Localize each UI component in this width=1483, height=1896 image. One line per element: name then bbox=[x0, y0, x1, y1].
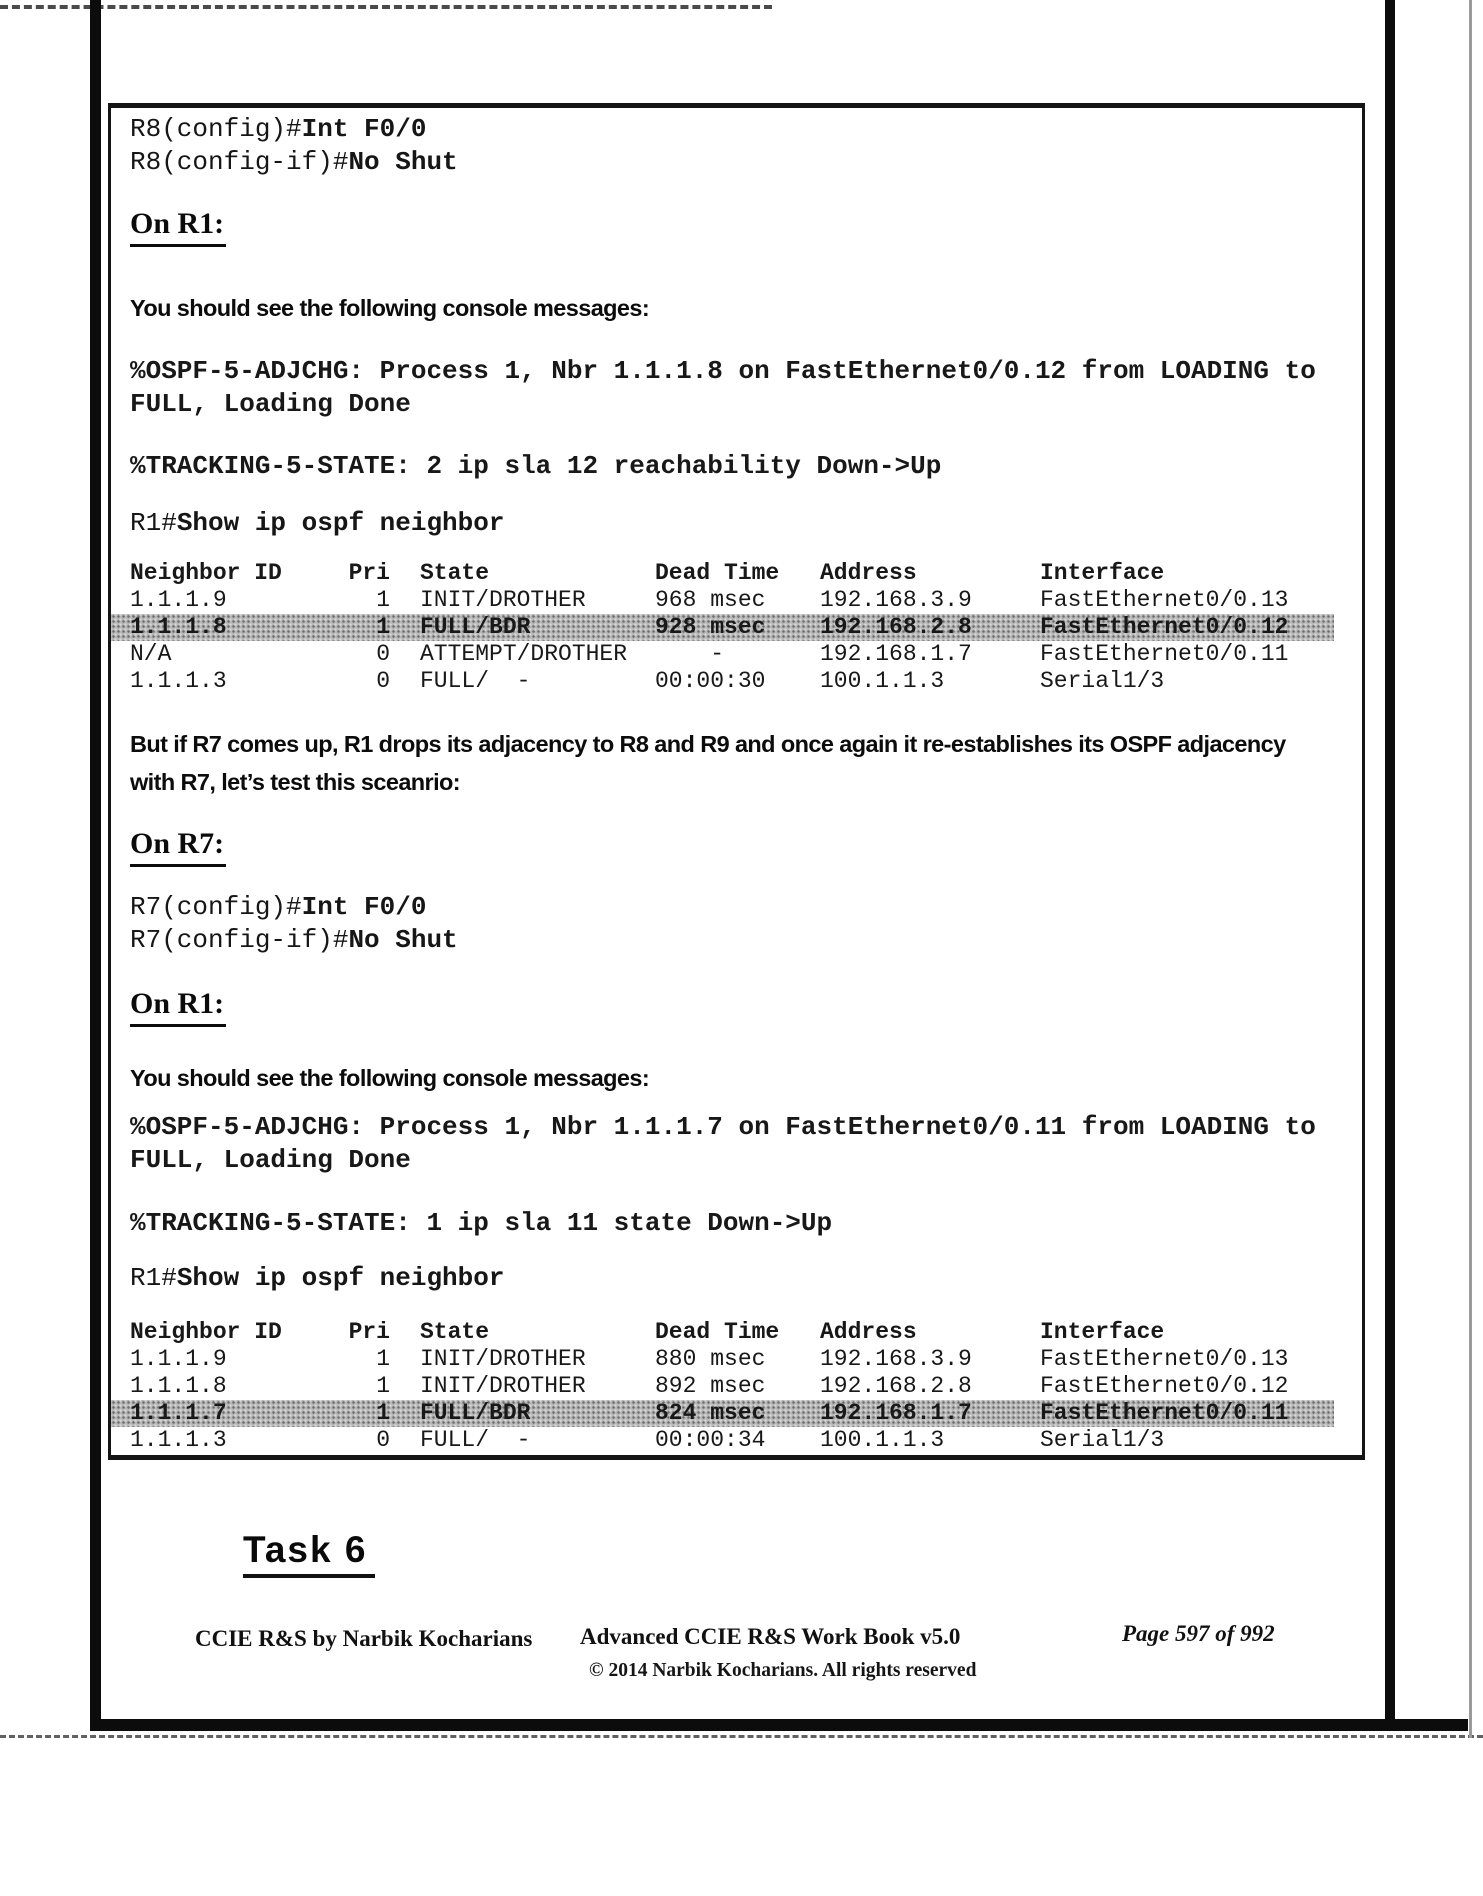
page-frame-bottom bbox=[90, 1719, 1468, 1731]
footer-author: CCIE R&S by Narbik Kocharians bbox=[195, 1626, 533, 1651]
cell-pri: 1 bbox=[376, 614, 390, 640]
bridge-paragraph: But if R7 comes up, R1 drops its adjacency to R8 and R9 and once again it re-establishes its OSPF adjacency with R7, let’s test this sceanrio: bbox=[130, 731, 1286, 795]
cell-neighbor-id: 1.1.1.8 bbox=[130, 1373, 227, 1399]
table-header-row bbox=[130, 1319, 1322, 1346]
cli-prompt: R7(config-if)# bbox=[130, 925, 349, 955]
cli-command: Int F0/0 bbox=[301, 892, 427, 922]
cell-dead-time: - bbox=[655, 641, 725, 667]
cell-neighbor-id: 1.1.1.8 bbox=[130, 614, 227, 640]
footer-page-number: Page 597 of 992 bbox=[1122, 1621, 1275, 1646]
cell-address: 100.1.1.3 bbox=[820, 668, 945, 694]
intro-text: You should see the following console messages: bbox=[130, 1065, 650, 1091]
table-row bbox=[130, 587, 1322, 614]
cell-state: ATTEMPT/DROTHER bbox=[420, 641, 628, 667]
cell-address: 100.1.1.3 bbox=[820, 1427, 945, 1453]
cell-state: INIT/DROTHER bbox=[420, 1346, 586, 1372]
task-heading: Task 6 bbox=[243, 1529, 375, 1578]
table-row bbox=[130, 1373, 1322, 1400]
header-cell-neighbor-id: Neighbor ID bbox=[130, 1319, 282, 1345]
cell-neighbor-id: N/A bbox=[130, 641, 172, 667]
code-line bbox=[130, 924, 1322, 957]
cell-interface: Serial1/3 bbox=[1040, 668, 1165, 694]
show-command-line bbox=[130, 507, 1322, 540]
cli-prompt: R1# bbox=[130, 1263, 177, 1293]
cell-interface: FastEthernet0/0.12 bbox=[1040, 614, 1289, 640]
ospf-neighbor-table bbox=[130, 560, 1322, 695]
section-heading-on-r1: On R1: bbox=[130, 205, 1322, 247]
cli-command: No Shut bbox=[348, 147, 458, 177]
table-row bbox=[130, 1346, 1322, 1373]
cell-pri: 0 bbox=[376, 668, 390, 694]
cell-dead-time: 928 msec bbox=[655, 614, 766, 640]
scan-edge-line bbox=[1469, 0, 1472, 1738]
console-message-tracking: %TRACKING-5-STATE: 1 ip sla 11 state Down->Up bbox=[130, 1208, 833, 1238]
r7-command-block bbox=[130, 891, 1322, 957]
console-message-ospf: %OSPF-5-ADJCHG: Process 1, Nbr 1.1.1.8 on FastEthernet0/0.12 from LOADING to FULL, Loading Done bbox=[130, 356, 1316, 419]
table-row bbox=[130, 641, 1322, 668]
cell-dead-time: 00:00:30 bbox=[655, 668, 766, 694]
intro-text: You should see the following console messages: bbox=[130, 295, 650, 321]
cell-dead-time: 968 msec bbox=[655, 587, 766, 613]
table-row-highlighted bbox=[111, 614, 1334, 641]
header-cell-interface: Interface bbox=[1040, 1319, 1165, 1345]
cell-neighbor-id: 1.1.1.7 bbox=[130, 1400, 227, 1426]
code-line bbox=[130, 146, 1322, 179]
cell-address: 192.168.3.9 bbox=[820, 587, 972, 613]
cli-command: Int F0/0 bbox=[301, 114, 427, 144]
content-box bbox=[108, 103, 1365, 1460]
cell-address: 192.168.1.7 bbox=[820, 641, 972, 667]
cli-command: No Shut bbox=[348, 925, 458, 955]
cell-neighbor-id: 1.1.1.3 bbox=[130, 668, 227, 694]
cli-prompt: R8(config-if)# bbox=[130, 147, 349, 177]
header-cell-neighbor-id: Neighbor ID bbox=[130, 560, 282, 586]
cell-state: FULL/BDR bbox=[420, 1400, 531, 1426]
table-row-highlighted bbox=[111, 1400, 1334, 1427]
cell-interface: Serial1/3 bbox=[1040, 1427, 1165, 1453]
cell-dead-time: 892 msec bbox=[655, 1373, 766, 1399]
cell-state: FULL/ - bbox=[420, 1427, 531, 1453]
cell-neighbor-id: 1.1.1.9 bbox=[130, 587, 227, 613]
r8-command-block bbox=[130, 113, 1322, 179]
cell-state: INIT/DROTHER bbox=[420, 587, 586, 613]
section-heading-on-r7: On R7: bbox=[130, 825, 1322, 867]
cli-command: Show ip ospf neighbor bbox=[176, 1263, 505, 1293]
cell-pri: 0 bbox=[376, 641, 390, 667]
cell-dead-time: 824 msec bbox=[655, 1400, 766, 1426]
cli-prompt: R8(config)# bbox=[130, 114, 302, 144]
code-line bbox=[130, 891, 1322, 924]
cell-address: 192.168.2.8 bbox=[820, 614, 972, 640]
cli-prompt: R7(config)# bbox=[130, 892, 302, 922]
cell-interface: FastEthernet0/0.11 bbox=[1040, 641, 1289, 667]
cell-state: FULL/BDR bbox=[420, 614, 531, 640]
header-cell-address: Address bbox=[820, 1319, 917, 1345]
cell-interface: FastEthernet0/0.12 bbox=[1040, 1373, 1289, 1399]
bottom-dashed-scan-line bbox=[0, 1735, 1483, 1738]
console-message-ospf: %OSPF-5-ADJCHG: Process 1, Nbr 1.1.1.7 on FastEthernet0/0.11 from LOADING to FULL, Loading Done bbox=[130, 1112, 1316, 1175]
cell-state: INIT/DROTHER bbox=[420, 1373, 586, 1399]
cli-command: Show ip ospf neighbor bbox=[176, 508, 505, 538]
table-row bbox=[130, 668, 1322, 695]
table-header-row bbox=[130, 560, 1322, 587]
footer-copyright: © 2014 Narbik Kocharians. All rights reserved bbox=[589, 1660, 977, 1681]
cell-pri: 0 bbox=[376, 1427, 390, 1453]
cell-neighbor-id: 1.1.1.3 bbox=[130, 1427, 227, 1453]
cell-dead-time: 00:00:34 bbox=[655, 1427, 766, 1453]
console-message-tracking: %TRACKING-5-STATE: 2 ip sla 12 reachability Down->Up bbox=[130, 451, 942, 481]
header-cell-state: State bbox=[420, 560, 490, 586]
header-cell-dead-time: Dead Time bbox=[655, 1319, 780, 1345]
code-line bbox=[130, 113, 1322, 146]
cell-pri: 1 bbox=[376, 1373, 390, 1399]
table-row bbox=[130, 1427, 1322, 1454]
page-frame-left bbox=[90, 0, 101, 1731]
section-heading-on-r1: On R1: bbox=[130, 985, 1322, 1027]
cell-pri: 1 bbox=[376, 587, 390, 613]
show-command-line bbox=[130, 1262, 1322, 1295]
cell-address: 192.168.3.9 bbox=[820, 1346, 972, 1372]
cell-dead-time: 880 msec bbox=[655, 1346, 766, 1372]
cell-interface: FastEthernet0/0.13 bbox=[1040, 1346, 1289, 1372]
header-cell-interface: Interface bbox=[1040, 560, 1165, 586]
cell-address: 192.168.2.8 bbox=[820, 1373, 972, 1399]
cell-address: 192.168.1.7 bbox=[820, 1400, 972, 1426]
header-cell-address: Address bbox=[820, 560, 917, 586]
top-dashed-scan-line bbox=[0, 5, 772, 9]
ospf-neighbor-table bbox=[130, 1319, 1322, 1454]
header-cell-pri: Pri bbox=[348, 1319, 390, 1345]
header-cell-dead-time: Dead Time bbox=[655, 560, 780, 586]
page-frame-right bbox=[1385, 0, 1395, 1731]
header-cell-pri: Pri bbox=[348, 560, 390, 586]
cli-prompt: R1# bbox=[130, 508, 177, 538]
cell-pri: 1 bbox=[376, 1400, 390, 1426]
header-cell-state: State bbox=[420, 1319, 490, 1345]
cell-interface: FastEthernet0/0.11 bbox=[1040, 1400, 1289, 1426]
cell-neighbor-id: 1.1.1.9 bbox=[130, 1346, 227, 1372]
cell-pri: 1 bbox=[376, 1346, 390, 1372]
cell-state: FULL/ - bbox=[420, 668, 531, 694]
footer-book-title: Advanced CCIE R&S Work Book v5.0 bbox=[580, 1624, 961, 1649]
cell-interface: FastEthernet0/0.13 bbox=[1040, 587, 1289, 613]
